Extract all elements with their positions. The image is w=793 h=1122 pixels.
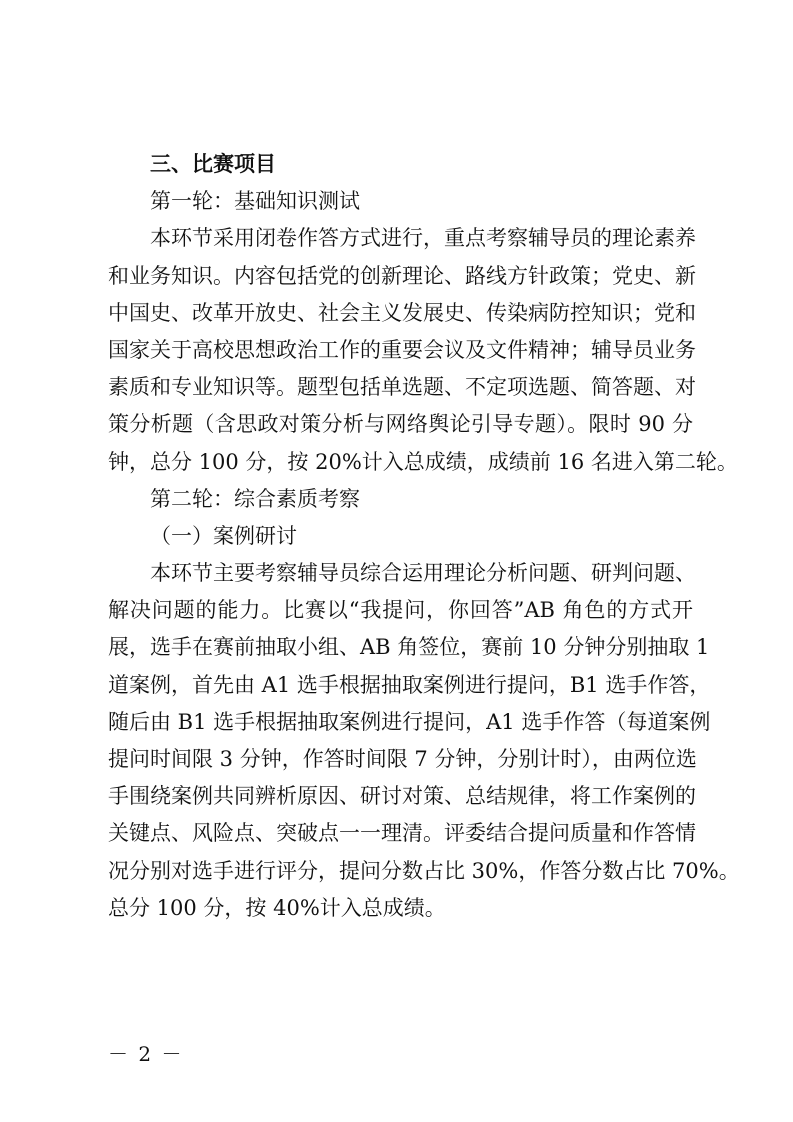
round2-title: 第二轮：综合素质考察 (150, 486, 360, 511)
paragraph-line: 和业务知识。内容包括党的创新理论、路线方针政策；党史、新 (108, 263, 696, 288)
paragraph-line: 道案例，首先由 A1 选手根据抽取案例进行提问，B1 选手作答， (108, 672, 711, 697)
paragraph-line: 策分析题（含思政对策分析与网络舆论引导专题）。限时 90 分 (108, 412, 693, 437)
paragraph-line: 中国史、改革开放史、社会主义发展史、传染病防控知识；党和 (108, 300, 696, 325)
paragraph-line: 随后由 B1 选手根据抽取案例进行提问，A1 选手作答（每道案例 (108, 709, 711, 734)
round2-paragraph (108, 555, 740, 927)
paragraph-line: 总分 100 分，按 40%计入总成绩。 (108, 895, 446, 920)
paragraph-line: 解决问题的能力。比赛以“我提问，你回答”AB 角色的方式开 (108, 598, 693, 623)
paragraph-line: 提问时间限 3 分钟，作答时间限 7 分钟，分别计时），由两位选 (108, 747, 697, 771)
round1-title: 第一轮：基础知识测试 (150, 189, 360, 214)
paragraph-line: 本环节采用闭卷作答方式进行，重点考察辅导员的理论素养 (150, 226, 696, 251)
document-body (108, 146, 740, 927)
paragraph-line: 国家关于高校思想政治工作的重要会议及文件精神；辅导员业务 (108, 337, 696, 362)
paragraph-line: 手围绕案例共同辨析原因、研讨对策、总结规律，将工作案例的 (108, 784, 696, 809)
paragraph-line: 本环节主要考察辅导员综合运用理论分析问题、研判问题、 (150, 561, 696, 586)
paragraph-line: 关键点、风险点、突破点一一理清。评委结合提问质量和作答情 (108, 821, 696, 846)
round1-paragraph (108, 220, 738, 480)
round2-subtitle: （一）案例研讨 (150, 523, 297, 548)
paragraph-line: 况分别对选手进行评分，提问分数占比 30%，作答分数占比 70%。 (108, 858, 740, 883)
paragraph-line: 展，选手在赛前抽取小组、AB 角签位，赛前 10 分钟分别抽取 1 (108, 635, 710, 660)
paragraph-line: 素质和专业知识等。题型包括单选题、不定项选题、简答题、对 (108, 375, 696, 400)
section-heading: 三、比赛项目 (150, 152, 276, 176)
paragraph-line: 钟，总分 100 分，按 20%计入总成绩，成绩前 16 名进入第二轮。 (108, 449, 738, 474)
page-number: － 2 － (108, 1042, 184, 1066)
